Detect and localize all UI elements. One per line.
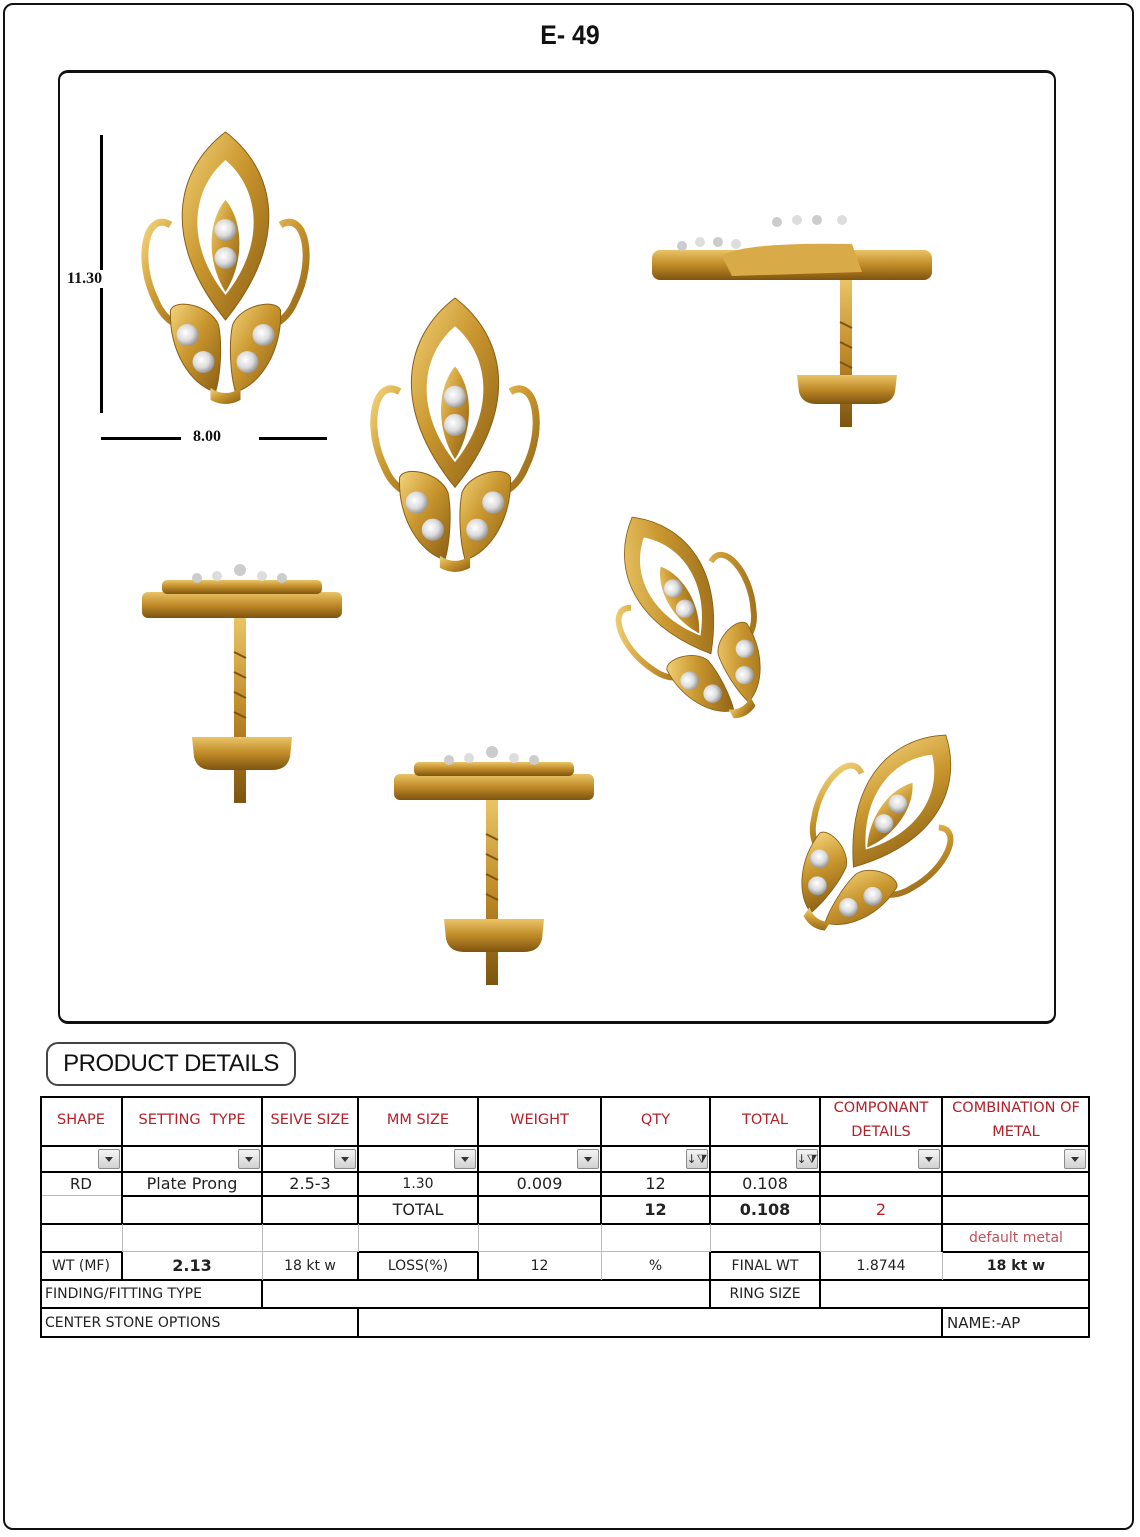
- cell-weight: 0.009: [516, 1174, 563, 1194]
- cell-shape: RD: [70, 1175, 92, 1193]
- divider: [477, 1252, 479, 1280]
- cell-mm-size: 1.30: [402, 1175, 434, 1192]
- loss-value: 12: [530, 1257, 549, 1274]
- product-details-label: PRODUCT DETAILS: [46, 1042, 296, 1086]
- divider: [261, 1280, 263, 1308]
- divider: [601, 1224, 602, 1252]
- divider: [709, 1096, 711, 1224]
- designer-name: NAME:-AP: [947, 1314, 1021, 1332]
- chevron-down-icon: [105, 1157, 113, 1162]
- height-dimension-label: 11.30: [67, 270, 103, 287]
- metal-type: 18 kt w: [284, 1257, 336, 1274]
- chevron-down-icon: [245, 1157, 253, 1162]
- divider: [819, 1096, 821, 1224]
- divider: [40, 1223, 1090, 1225]
- divider: [709, 1280, 711, 1308]
- side-view: [652, 212, 932, 427]
- divider: [941, 1096, 943, 1224]
- filter-metal-dropdown[interactable]: [1064, 1149, 1086, 1169]
- divider: [710, 1251, 820, 1253]
- final-wt-label: FINAL WT: [731, 1257, 799, 1274]
- divider: [477, 1096, 479, 1224]
- divider: [357, 1308, 359, 1338]
- total-label: TOTAL: [392, 1200, 444, 1220]
- width-dimension-line-right: [259, 437, 327, 440]
- loss-label: LOSS(%): [387, 1257, 449, 1274]
- default-metal-label: default metal: [969, 1229, 1063, 1246]
- chevron-down-icon: [584, 1157, 592, 1162]
- loss-unit: %: [648, 1257, 663, 1274]
- table-border-right: [1088, 1096, 1090, 1338]
- divider: [942, 1252, 943, 1280]
- design-code-title: E- 49: [540, 20, 600, 50]
- total-weight: 0.108: [739, 1200, 791, 1220]
- divider: [121, 1096, 123, 1224]
- divider: [820, 1224, 821, 1252]
- divider: [358, 1224, 359, 1252]
- header-mm-size: MM SIZE: [386, 1112, 450, 1129]
- filter-seive-size-dropdown[interactable]: [334, 1149, 356, 1169]
- cell-setting-type: Plate Prong: [146, 1174, 238, 1194]
- divider: [601, 1252, 602, 1280]
- tilted-left-view: [590, 500, 790, 735]
- header-seive-size: SEIVE SIZE: [270, 1112, 350, 1129]
- chevron-down-icon: [1071, 1157, 1079, 1162]
- product-details-table: [40, 1096, 1090, 1338]
- divider: [941, 1224, 943, 1252]
- cell-total: 0.108: [742, 1174, 788, 1194]
- header-component-details: COMPONANT DETAILS: [833, 1100, 929, 1140]
- divider: [122, 1195, 1090, 1197]
- final-wt-value: 1.8744: [856, 1257, 906, 1274]
- table-border-left: [40, 1096, 42, 1338]
- top-side-view-left: [142, 562, 342, 777]
- header-total: TOTAL: [742, 1112, 788, 1129]
- final-metal-type: 18 kt w: [986, 1257, 1046, 1274]
- divider: [121, 1252, 123, 1280]
- divider: [600, 1096, 602, 1224]
- divider: [357, 1096, 359, 1224]
- chevron-down-icon: [341, 1157, 349, 1162]
- divider: [819, 1252, 821, 1280]
- divider: [358, 1251, 478, 1253]
- tilted-right-view: [778, 712, 978, 952]
- divider: [941, 1308, 943, 1338]
- cell-qty: 12: [645, 1174, 666, 1194]
- center-stone-options-value: [358, 1308, 942, 1338]
- header-setting-type: SETTING TYPE: [138, 1112, 246, 1129]
- filter-funnel-icon: ↓⧩: [686, 1152, 708, 1166]
- filter-weight-dropdown[interactable]: [577, 1149, 599, 1169]
- divider: [357, 1252, 359, 1280]
- front-angled-view: [355, 296, 555, 578]
- filter-qty-button[interactable]: [686, 1149, 708, 1169]
- divider: [40, 1145, 1090, 1147]
- divider: [40, 1307, 1090, 1309]
- total-qty: 12: [644, 1200, 667, 1220]
- top-side-view-center: [394, 744, 594, 959]
- divider: [122, 1224, 123, 1252]
- divider: [710, 1224, 711, 1252]
- width-dimension-label: 8.00: [193, 428, 221, 445]
- cell-seive-size: 2.5-3: [289, 1174, 331, 1194]
- front-view: [128, 130, 323, 410]
- filter-total-button[interactable]: [796, 1149, 818, 1169]
- chevron-down-icon: [925, 1157, 933, 1162]
- header-weight: WEIGHT: [510, 1112, 569, 1129]
- divider: [942, 1251, 1090, 1253]
- finding-fitting-type-label: FINDING/FITTING TYPE: [45, 1285, 202, 1302]
- divider: [709, 1252, 711, 1280]
- header-qty: QTY: [640, 1112, 671, 1129]
- divider: [40, 1195, 122, 1196]
- width-dimension-line-left: [101, 437, 181, 440]
- finding-fitting-type-value: [262, 1280, 710, 1308]
- ring-size-label: RING SIZE: [729, 1285, 801, 1302]
- divider: [262, 1224, 263, 1252]
- chevron-down-icon: [461, 1157, 469, 1162]
- filter-mm-size-dropdown[interactable]: [454, 1149, 476, 1169]
- filter-shape-dropdown[interactable]: [98, 1149, 120, 1169]
- header-shape: SHAPE: [57, 1112, 105, 1129]
- filter-setting-type-dropdown[interactable]: [238, 1149, 260, 1169]
- center-stone-options-label: CENTER STONE OPTIONS: [45, 1314, 221, 1331]
- ring-size-value: [820, 1280, 1090, 1308]
- header-combination-of-metal: COMBINATION OF METAL: [952, 1100, 1080, 1140]
- divider: [40, 1251, 122, 1253]
- total-component-details: 2: [875, 1200, 887, 1220]
- divider: [819, 1280, 821, 1308]
- divider: [262, 1252, 263, 1280]
- wt-mf-value: 2.13: [172, 1256, 212, 1276]
- divider: [40, 1171, 1090, 1173]
- divider: [40, 1279, 1090, 1281]
- table-border-bottom: [40, 1336, 1090, 1338]
- filter-funnel-icon: ↓⧩: [796, 1152, 818, 1166]
- divider: [478, 1224, 479, 1252]
- table-border-top: [40, 1096, 1090, 1098]
- divider: [261, 1096, 263, 1224]
- filter-component-dropdown[interactable]: [918, 1149, 940, 1169]
- wt-mf-label: WT (MF): [52, 1257, 110, 1274]
